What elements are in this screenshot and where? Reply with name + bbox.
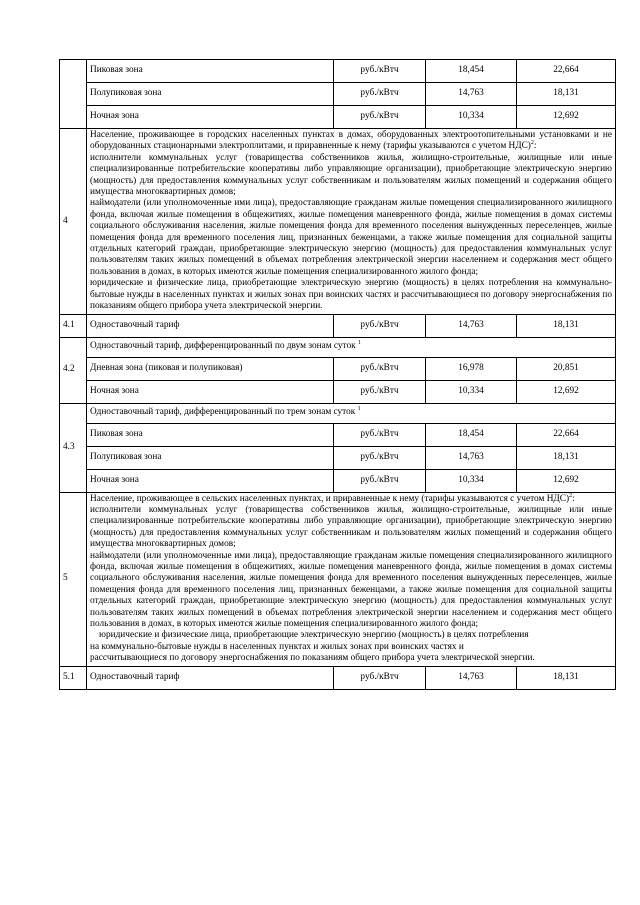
tariff-value: 20,851 — [517, 357, 616, 380]
row-number: 4.3 — [60, 403, 87, 492]
description-paragraph: на коммунально-бытовые нужды в населенных пунктах и жилых зонах при воинских частях и — [90, 641, 464, 652]
tariff-value: 18,454 — [426, 60, 517, 83]
tariff-value: 10,334 — [426, 106, 517, 129]
unit-cell: руб./кВтч — [334, 469, 426, 492]
footnote-mark: 1 — [357, 406, 361, 413]
footnote-mark: 2 — [530, 140, 534, 147]
unit-cell: руб./кВтч — [334, 60, 426, 83]
subsection-title: Одноставочный тариф, дифференцированный по двум зонам суток $^1$ — [87, 337, 616, 357]
unit-cell: руб./кВтч — [334, 446, 426, 469]
table-row — [60, 83, 616, 106]
tariff-value: 14,763 — [426, 446, 517, 469]
description-paragraph: рассчитывающиеся по договору энергоснабжения по показаниям общего прибора учета электрической энергии. — [90, 653, 535, 664]
description-paragraph: юридические и физические лица, приобретающие электрическую энергию (мощность) в целях потребления на коммунально-бытовые нужды в населенных пунктах и жилых зонах при воинских частях и рассчитывающиеся по договору энергоснабжения по показаниям общего прибора учета электрической энергии. — [90, 278, 612, 312]
section-description-row — [60, 492, 616, 666]
row-number: 4.1 — [60, 314, 87, 337]
table-row — [60, 106, 616, 129]
tariff-value: 12,692 — [517, 380, 616, 403]
tariff-value: 12,692 — [517, 469, 616, 492]
table-row — [60, 60, 616, 83]
description-paragraph: наймодатели (или уполномоченные ими лица), предоставляющие гражданам жилые помещения специализированного жилищного фонда, включая жилые помещения в общежитиях, жилые помещения маневренного фонда, жилые помещения в домах системы социального обслуживания населения, жилые помещения фонда для временного поселения вынужденных переселенцев, жилые помещения фонда для временного поселения лиц, признанных беженцами, а также жилые помещения для социальной защиты отдельных категорий граждан, приобретающие электрическую энергию (мощность) для предоставления коммунальных услуг пользователям таких жилых помещений в объемах потребления электрической энергии населением и содержания мест общего пользования в домах, в которых имеются жилые помещения специализированного жилого фонда; — [90, 550, 612, 629]
section-description-row — [60, 129, 616, 315]
zone-name: Дневная зона (пиковая и полупиковая) — [87, 357, 334, 380]
table-row — [60, 337, 616, 357]
description-paragraph: юридические и физические лица, приобретающие электрическую энергию (мощность) в целях потребления — [99, 630, 529, 641]
table-row — [60, 469, 616, 492]
unit-cell: руб./кВтч — [334, 106, 426, 129]
tariff-value: 12,692 — [517, 106, 616, 129]
table-row — [60, 403, 616, 423]
tariff-value: 22,664 — [517, 60, 616, 83]
subsection-title: Одноставочный тариф, дифференцированный по трем зонам суток $^1$ — [87, 403, 616, 423]
tariff-value: 14,763 — [426, 83, 517, 106]
zone-name: Полупиковая зона — [87, 83, 334, 106]
table-row — [60, 380, 616, 403]
table-row — [60, 423, 616, 446]
unit-cell: руб./кВтч — [334, 423, 426, 446]
table-row — [60, 357, 616, 380]
row-number: 5.1 — [60, 666, 87, 689]
tariff-value: 22,664 — [517, 423, 616, 446]
tariff-value: 16,978 — [426, 357, 517, 380]
zone-name: Пиковая зона — [87, 60, 334, 83]
zone-name: Ночная зона — [87, 469, 334, 492]
tariff-value: 10,334 — [426, 380, 517, 403]
tariff-value: 10,334 — [426, 469, 517, 492]
table-row — [60, 446, 616, 469]
description-paragraph: исполнители коммунальных услуг (товарищества собственников жилья, жилищно-строительные, жилищные или иные специализированные потребительские кооперативы либо управляющие организации), приобретающие электрическую энергию (мощность) для предоставления коммунальных услуг собственникам и пользователям жилых помещений и содержания общего имущества многоквартирных домов; — [90, 504, 612, 550]
unit-cell: руб./кВтч — [334, 83, 426, 106]
zone-name: Ночная зона — [87, 106, 334, 129]
description-paragraph: исполнители коммунальных услуг (товарищества собственников жилья, жилищно-строительные, жилищные или иные специализированные потребительские кооперативы либо управляющие организации), приобретающие электрическую энергию (мощность) для предоставления коммунальных услуг собственникам и пользователям жилых помещений и содержания общего имущества многоквартирных домов; — [90, 152, 612, 198]
tariff-value: 18,454 — [426, 423, 517, 446]
section-description — [87, 492, 616, 666]
tariff-table — [59, 59, 616, 690]
tariff-value: 18,131 — [517, 446, 616, 469]
unit-cell: руб./кВтч — [334, 380, 426, 403]
table-row — [60, 666, 616, 689]
unit-cell: руб./кВтч — [334, 314, 426, 337]
unit-cell: руб./кВтч — [334, 666, 426, 689]
section-description — [87, 129, 616, 315]
row-number: 4 — [60, 129, 87, 315]
footnote-mark: 1 — [358, 340, 361, 347]
tariff-value: 18,131 — [517, 666, 616, 689]
description-paragraph: наймодатели (или уполномоченные ими лица), предоставляющие гражданам жилые помещения специализированного жилищного фонда, включая жилые помещения в общежитиях, жилые помещения маневренного фонда, жилые помещения в домах системы социального обслуживания населения, жилые помещения фонда для временного поселения вынужденных переселенцев, жилые помещения фонда для временного поселения лиц, признанных беженцами, а также жилые помещения для социальной защиты отдельных категорий граждан, приобретающие электрическую энергию (мощность) для предоставления коммунальных услуг пользователям таких жилых помещений в объемах потребления электрической энергии населением и содержания мест общего пользования в домах, в которых имеются жилые помещения специализированного жилого фонда; — [90, 198, 612, 277]
tariff-value: 14,763 — [426, 314, 517, 337]
zone-name: Пиковая зона — [87, 423, 334, 446]
zone-name: Полупиковая зона — [87, 446, 334, 469]
tariff-value: 14,763 — [426, 666, 517, 689]
row-number: 4.2 — [60, 337, 87, 403]
unit-cell: руб./кВтч — [334, 357, 426, 380]
tariff-value: 18,131 — [517, 314, 616, 337]
tariff-value: 18,131 — [517, 83, 616, 106]
tariff-name: Одноставочный тариф — [87, 666, 334, 689]
row-number: 5 — [60, 492, 87, 666]
row-number-cell — [60, 60, 87, 129]
tariff-name: Одноставочный тариф — [87, 314, 334, 337]
description-paragraph: Население, проживающее в сельских населенных пунктах, и приравненные к нему (тарифы указываются с учетом НДС)$^2$: — [90, 492, 575, 504]
footnote-mark: 2 — [569, 492, 573, 499]
table-row — [60, 314, 616, 337]
zone-name: Ночная зона — [87, 380, 334, 403]
description-paragraph: Население, проживающее в городских населенных пунктах в домах, оборудованных электроотопительными установками и не оборудованных стационарными электроплитами, и приравненные к нему (тарифы указываются с учетом НДС)$^2$: — [90, 130, 612, 152]
